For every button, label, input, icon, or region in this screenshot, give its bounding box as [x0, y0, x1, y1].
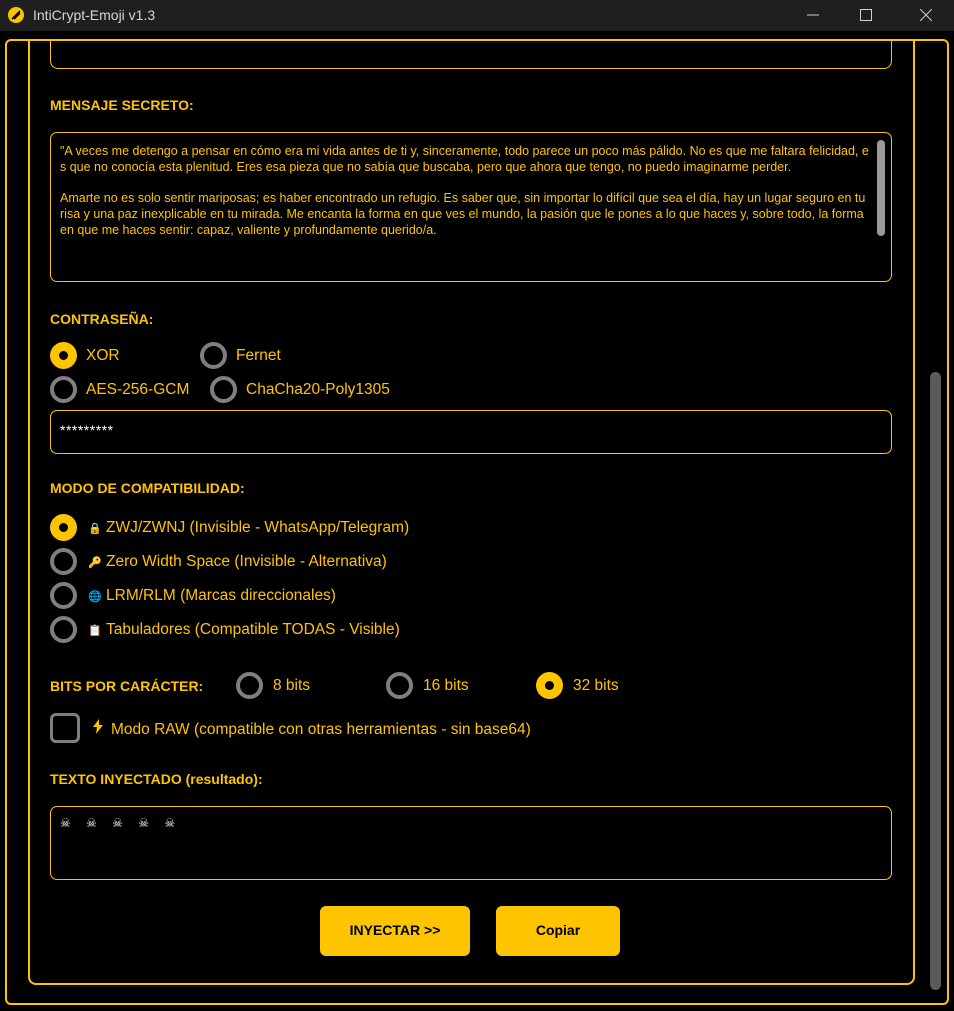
radio-lrm-option — [88, 587, 336, 605]
password-input[interactable] — [50, 410, 892, 454]
minimize-button[interactable] — [790, 0, 836, 31]
radio-zwj[interactable] — [50, 514, 77, 541]
raw-mode-label: Modo RAW (compatible con otras herramientas - sin base64) — [111, 721, 531, 738]
radio-fernet-label: Fernet — [236, 347, 281, 364]
radio-16-bits-label: 16 bits — [423, 677, 469, 694]
radio-zws-label: Zero Width Space (Invisible - Alternativa) — [106, 553, 387, 570]
lightning-icon — [93, 719, 107, 739]
password-value: ********* — [60, 422, 114, 438]
carrier-text-box[interactable] — [50, 39, 892, 69]
password-label: CONTRASEÑA: — [50, 311, 154, 327]
output-value: ☠ ☠ ☠ ☠ ☠ — [60, 816, 182, 830]
lock-icon: 🔒 — [88, 523, 102, 535]
radio-xor[interactable] — [50, 342, 77, 369]
radio-zws[interactable] — [50, 548, 77, 575]
output-textbox[interactable] — [50, 806, 892, 880]
radio-8-bits-label: 8 bits — [273, 677, 311, 694]
key-icon: 🔑 — [88, 557, 102, 569]
radio-aes-label: AES-256-GCM — [86, 381, 190, 398]
radio-lrm-label: LRM/RLM (Marcas direccionales) — [106, 587, 336, 604]
window-title: IntiCrypt-Emoji v1.3 — [33, 7, 156, 23]
radio-16-bits[interactable] — [386, 672, 413, 699]
bits-label: BITS POR CARÁCTER: — [50, 678, 204, 694]
radio-32-bits[interactable] — [536, 672, 563, 699]
radio-zwj-option — [88, 519, 409, 537]
app-logo-icon — [8, 7, 24, 23]
radio-aes[interactable] — [50, 376, 77, 403]
secret-message-text: "A veces me detengo a pensar en cómo era mi vida antes de ti y, sinceramente, todo parece un poco más pálido. No es que me faltara felicidad, es que no conocía esta plenitud. Eres esa pieza que no sabía que buscaba, pero que ahora que tengo, no puedo imaginarme perder. Amarte no es solo sentir mariposas; es haber encontrado un refugio. Es saber que, sin importar lo difícil que sea el día, hay un lugar seguro en tu risa y una paz inexplicable en tu mirada. Me encanta la forma en que ves el mundo, la pasión que le pones a lo que haces y, sobre todo, la forma en que me haces sentir: capaz, valiente y profundamente querido/a. — [60, 144, 869, 237]
radio-tabs[interactable] — [50, 616, 77, 643]
radio-tabs-label: Tabuladores (Compatible TODAS - Visible) — [106, 621, 400, 638]
output-label: TEXTO INYECTADO (resultado): — [50, 771, 263, 787]
secret-message-input[interactable] — [50, 132, 892, 282]
raw-mode-option — [93, 719, 531, 739]
globe-icon: 🌐 — [88, 591, 102, 603]
secret-message-scrollbar[interactable] — [877, 140, 885, 236]
close-button[interactable] — [903, 0, 949, 31]
radio-fernet[interactable] — [200, 342, 227, 369]
secret-message-label: MENSAJE SECRETO: — [50, 97, 194, 113]
main-scrollbar[interactable] — [930, 372, 941, 990]
raw-mode-checkbox[interactable] — [50, 713, 80, 743]
radio-tabs-option — [88, 621, 400, 639]
copy-button[interactable]: Copiar — [496, 906, 620, 956]
inject-button[interactable]: INYECTAR >> — [320, 906, 470, 956]
clipboard-icon: 📋 — [88, 625, 102, 637]
radio-chacha[interactable] — [210, 376, 237, 403]
maximize-button[interactable] — [843, 0, 889, 31]
radio-xor-label: XOR — [86, 347, 120, 364]
radio-lrm[interactable] — [50, 582, 77, 609]
title-bar — [0, 0, 954, 31]
radio-8-bits[interactable] — [236, 672, 263, 699]
radio-zws-option — [88, 553, 387, 571]
radio-zwj-label: ZWJ/ZWNJ (Invisible - WhatsApp/Telegram) — [106, 519, 410, 536]
compatibility-label: MODO DE COMPATIBILIDAD: — [50, 480, 245, 496]
radio-32-bits-label: 32 bits — [573, 677, 619, 694]
radio-chacha-label: ChaCha20-Poly1305 — [246, 381, 390, 398]
